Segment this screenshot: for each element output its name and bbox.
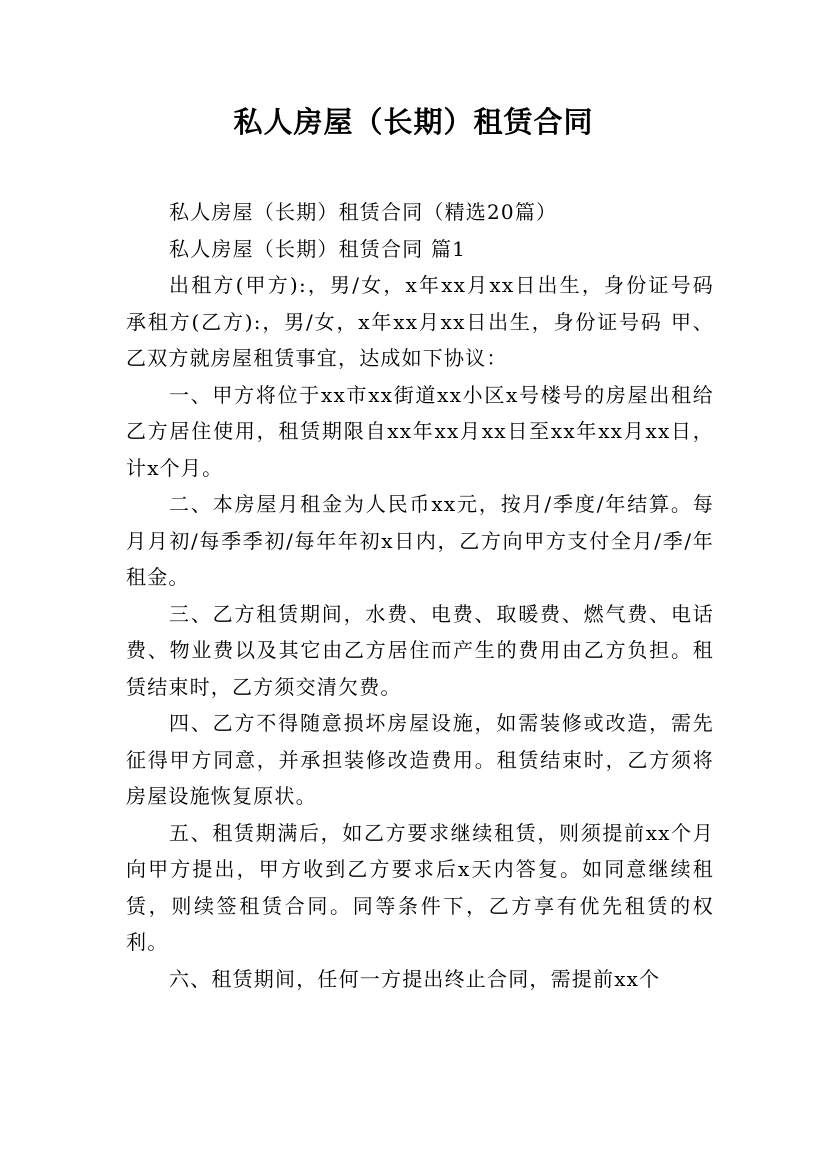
section-heading-paragraph: 私人房屋（长期）租赁合同 篇1	[169, 236, 467, 261]
clause-4-paragraph: 四、乙方不得随意损坏房屋设施，如需装修或改造，需先征得甲方同意，并承担装修改造费用。租赁结束时，乙方须将房屋设施恢复原状。	[126, 711, 714, 808]
clause-6-paragraph: 六、租赁期间，任何一方提出终止合同，需提前xx个	[169, 966, 661, 991]
parties-paragraph: 出租方(甲方):，男/女，x年xx月xx日出生，身份证号码 承租方(乙方):，男/女，x年xx月xx日出生，身份证号码 甲、乙双方就房屋租赁事宜，达成如下协议：	[126, 273, 714, 370]
clause-1-paragraph: 一、甲方将位于xx市xx街道xx小区x号楼号的房屋出租给乙方居住使用，租赁期限自xx年xx月xx日至xx年xx月xx日，计x个月。	[126, 382, 714, 480]
clause-3-paragraph: 三、乙方租赁期间，水费、电费、取暖费、燃气费、电话费、物业费以及其它由乙方居住而产生的费用由乙方负担。租赁结束时，乙方须交清欠费。	[126, 601, 714, 699]
document-title: 私人房屋（长期）租赁合同	[233, 105, 594, 139]
clause-5-paragraph: 五、租赁期满后，如乙方要求继续租赁，则须提前xx个月向甲方提出，甲方收到乙方要求后x天内答复。如同意继续租赁，则续签租赁合同。同等条件下，乙方享有优先租赁的权利。	[126, 820, 714, 954]
clause-2-paragraph: 二、本房屋月租金为人民币xx元，按月/季度/年结算。每月月初/每季季初/每年年初x日内，乙方向甲方支付全月/季/年租金。	[126, 492, 714, 589]
subtitle-paragraph: 私人房屋（长期）租赁合同（精选20篇）	[169, 200, 558, 224]
document-body	[126, 194, 714, 997]
